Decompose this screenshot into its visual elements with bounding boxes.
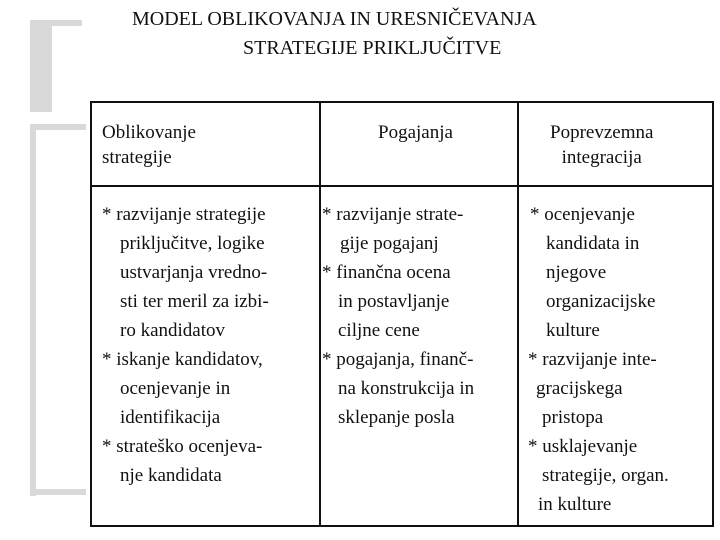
list-item: * finančna ocena xyxy=(322,262,451,283)
column-divider-1 xyxy=(319,103,321,525)
list-item: ro kandidatov xyxy=(120,320,226,341)
list-item: sti ter meril za izbi- xyxy=(120,291,269,312)
list-item: nje kandidata xyxy=(120,465,222,486)
list-item: ciljne cene xyxy=(338,320,420,341)
column-integracija-content xyxy=(526,200,669,519)
column-oblikovanje-content xyxy=(102,200,269,490)
header-poprevzemna-integracija xyxy=(550,118,653,172)
list-item: kandidata in xyxy=(546,233,640,254)
decorative-bar-top-horizontal xyxy=(30,20,82,26)
list-item: na konstrukcija in xyxy=(338,378,475,399)
header-col1-line2: strategije xyxy=(102,147,172,168)
page-title-line2: STRATEGIJE PRIKLJUČITVE xyxy=(243,37,502,59)
list-item: pristopa xyxy=(542,407,604,428)
list-item: * ocenjevanje xyxy=(530,204,635,225)
list-item: gije pogajanj xyxy=(340,233,439,254)
list-item: in postavljanje xyxy=(338,291,450,312)
decorative-bar-top-vertical xyxy=(30,20,52,112)
header-col3-line2: integracija xyxy=(561,147,642,168)
list-item: strategije, organ. xyxy=(542,465,669,486)
header-pogajanja xyxy=(378,118,453,147)
list-item: organizacijske xyxy=(546,291,656,312)
list-item: kulture xyxy=(546,320,600,341)
header-col1-line1: Oblikovanje xyxy=(102,122,196,143)
list-item: priključitve, logike xyxy=(120,233,265,254)
list-item: * razvijanje strategije xyxy=(102,204,266,225)
header-oblikovanje-strategije xyxy=(102,118,196,172)
list-item: gracijskega xyxy=(536,378,623,399)
list-item: njegove xyxy=(546,262,607,283)
decorative-bar-bottom-horizontal xyxy=(30,124,86,130)
column-pogajanja-content xyxy=(322,200,474,432)
decorative-bar-foot xyxy=(30,489,86,495)
header-divider xyxy=(92,185,712,187)
list-item: * pogajanja, finanč- xyxy=(322,349,474,370)
list-item: * strateško ocenjeva- xyxy=(102,436,263,457)
list-item: identifikacija xyxy=(120,407,221,428)
header-col2-line1: Pogajanja xyxy=(378,122,453,143)
list-item: in kulture xyxy=(538,494,612,515)
column-divider-2 xyxy=(517,103,519,525)
list-item: * usklajevanje xyxy=(528,436,638,457)
page-title-line1: MODEL OBLIKOVANJA IN URESNIČEVANJA xyxy=(132,8,537,30)
list-item: * razvijanje strate- xyxy=(322,204,464,225)
list-item: * iskanje kandidatov, xyxy=(102,349,263,370)
list-item: sklepanje posla xyxy=(338,407,455,428)
list-item: ustvarjanja vredno- xyxy=(120,262,268,283)
decorative-bar-bottom-vertical xyxy=(30,124,36,496)
header-col3-line1: Poprevzemna xyxy=(550,122,654,143)
list-item: ocenjevanje in xyxy=(120,378,231,399)
list-item: * razvijanje inte- xyxy=(528,349,657,370)
